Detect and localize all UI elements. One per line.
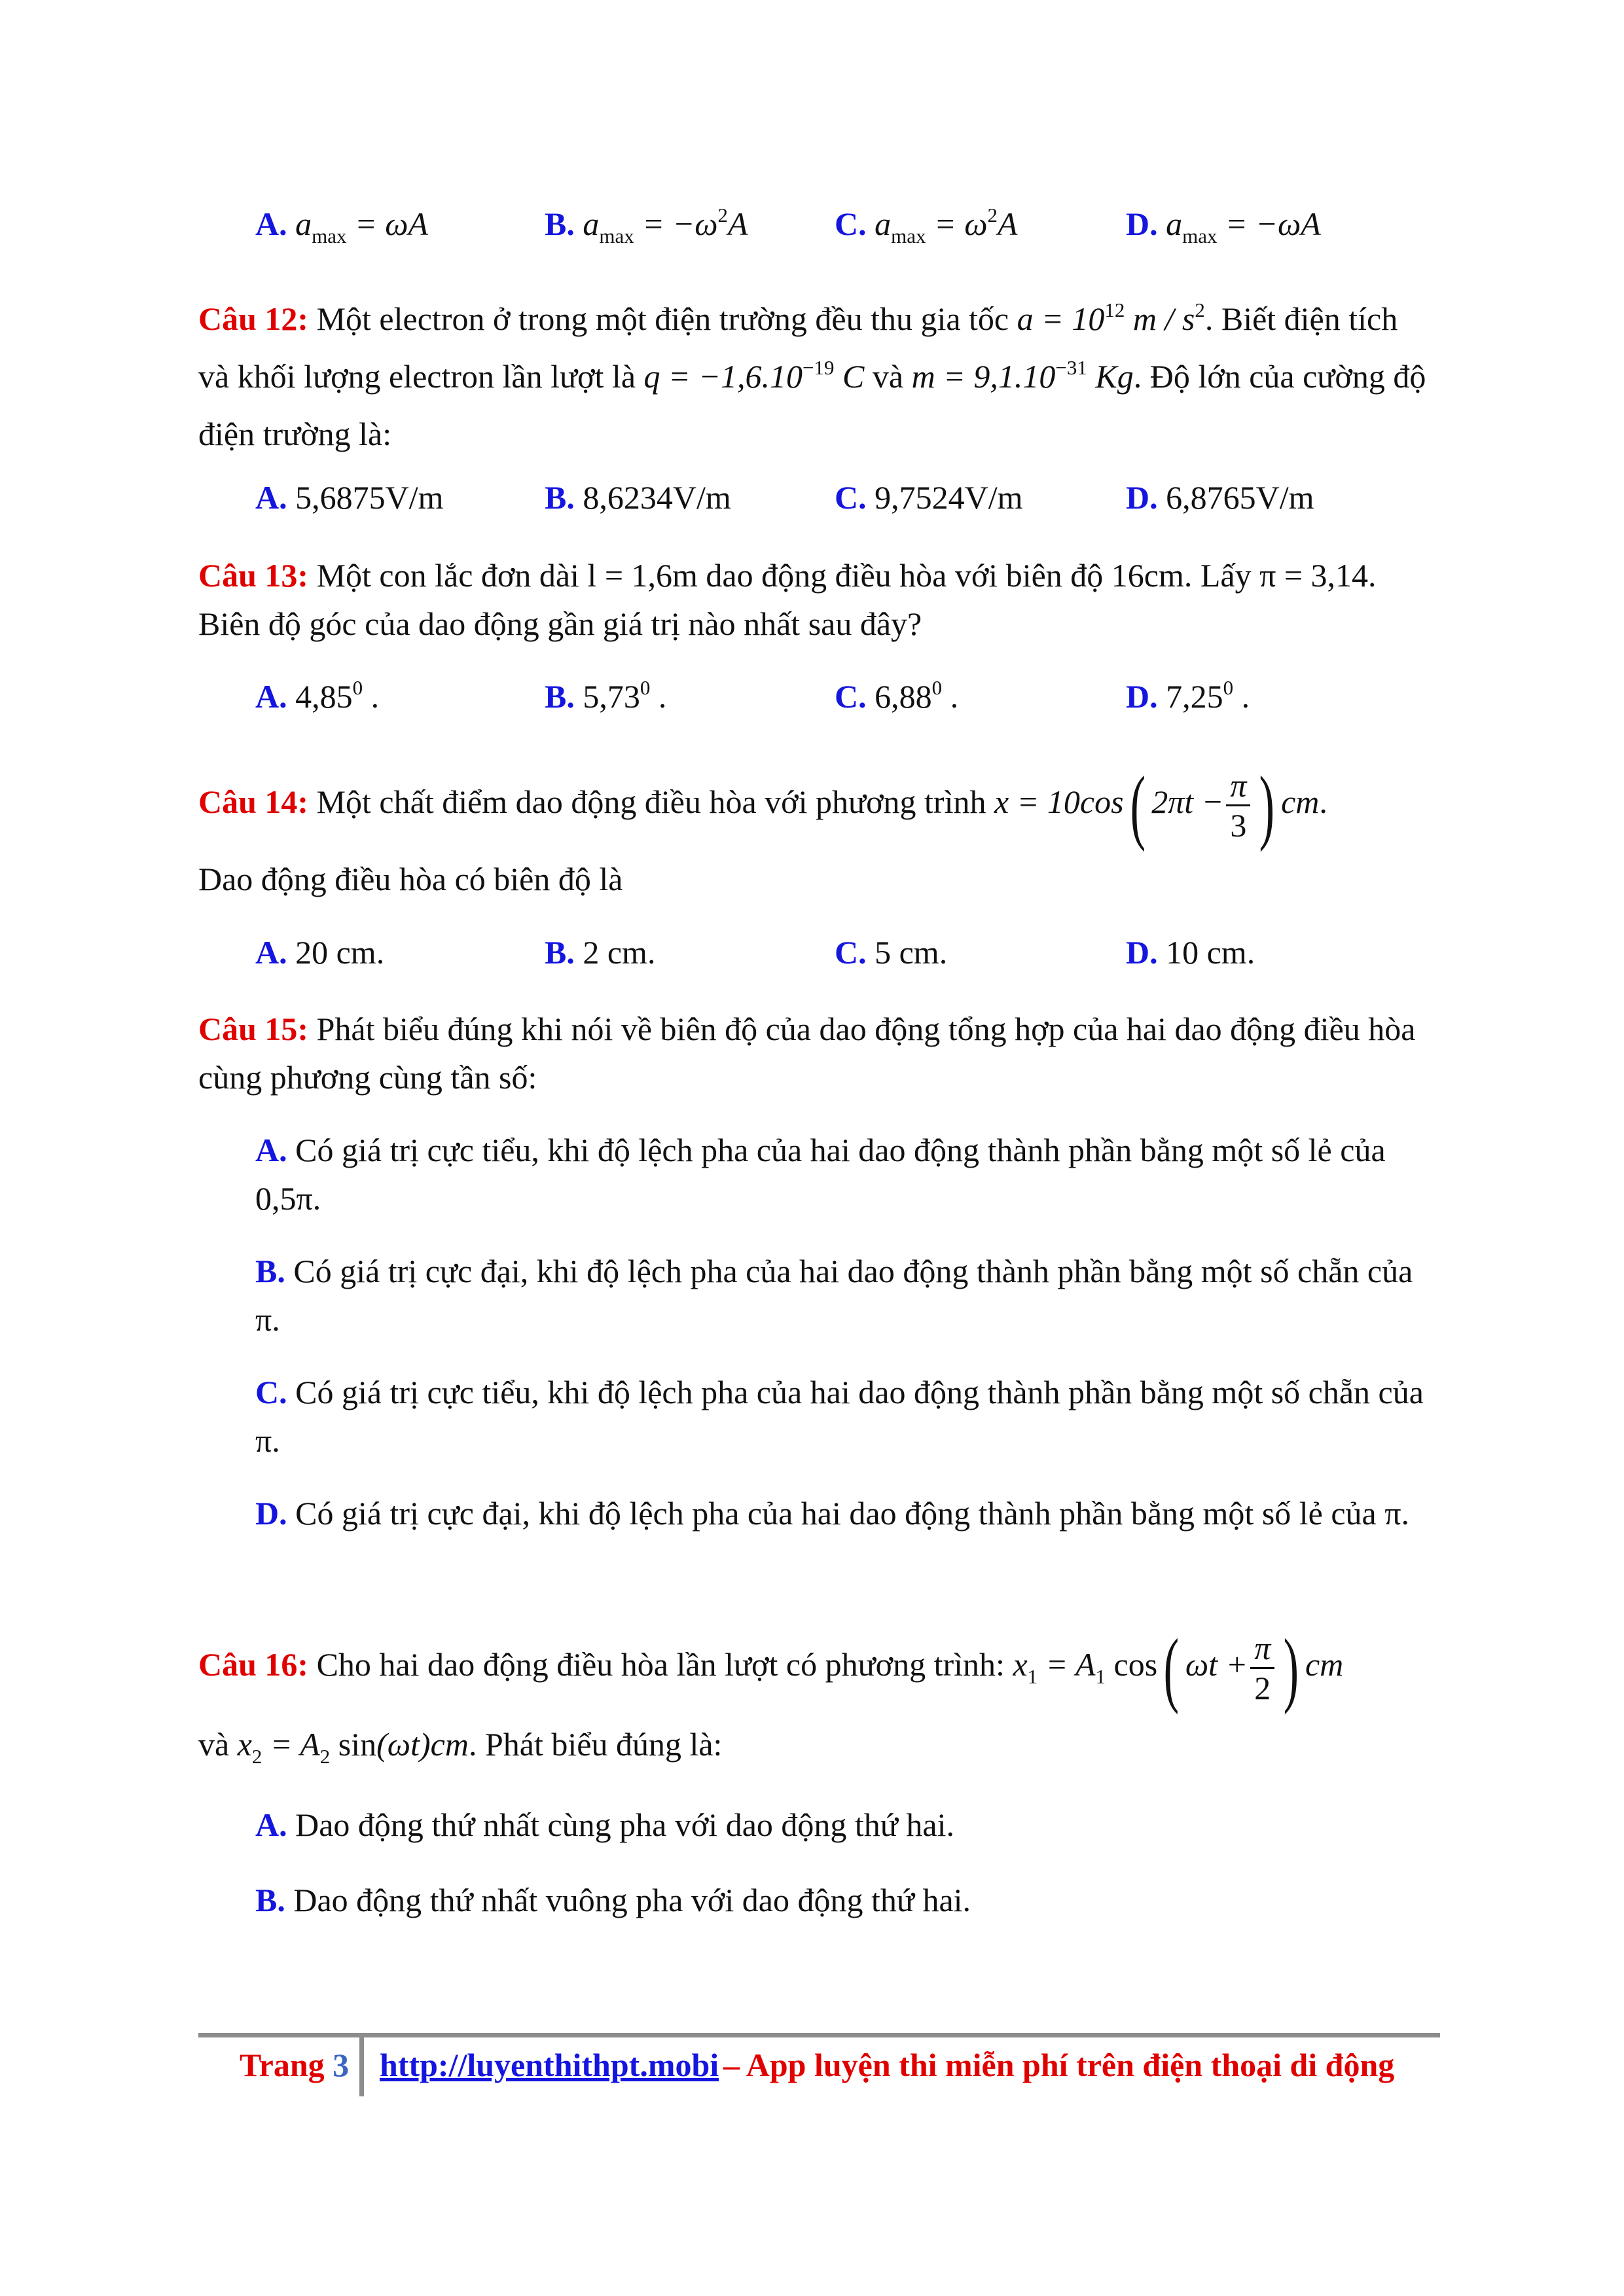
question-label: Câu 14: [198,783,309,820]
question-16: Câu 16: Cho hai dao động điều hòa lần lượt có phương trình: $x_1 = A_1$ cos( ωt + $\frac{\pi}{2}$ ) cm [198,1621,1344,1715]
q15-option-c: C. Có giá trị cực tiểu, khi độ lệch pha của hai dao động thành phần bằng một số chẵn của π. [255,1374,1424,1459]
q12-option-d: D. 6,8765V/m [1126,479,1314,516]
option-label: C. [835,206,867,242]
q12-option-a: A. 5,6875V/m [255,479,444,516]
question-13: Câu 13: Một con lắc đơn dài l = 1,6m dao động điều hòa với biên độ 16cm. Lấy π = 3,14. Biên độ góc của dao động gần giá trị nào nhất sau đây? [198,557,1377,642]
q15-option-d: D. Có giá trị cực đại, khi độ lệch pha của hai dao động thành phần bằng một số lẻ của π. [255,1495,1409,1532]
option-label: A. [255,206,287,242]
question-label: Câu 12: [198,300,309,337]
page-number: Trang 3 [240,2047,350,2083]
question-label: Câu 13: [198,557,309,594]
equation: x = 10cos( 2πt − $\frac{\pi}{3}$ ) cm [994,759,1320,852]
q11-option-a: A. $a_{max} = \omega A$ [255,206,429,247]
q11-option-d: D. $a_{max} = -\omega A$ [1126,206,1321,247]
q15-option-b: B. Có giá trị cực đại, khi độ lệch pha của hai dao động thành phần bằng một số chẵn của π. [255,1253,1413,1338]
q16-option-a: A. Dao động thứ nhất cùng pha với dao động thứ hai. [255,1806,954,1843]
website-link[interactable]: http://luyenthithpt.mobi [380,2047,719,2083]
option-label: D. [1126,206,1158,242]
q13-option-a: A. 4,85$^0$ . [255,676,380,715]
footer-separator [359,2036,364,2096]
option-label: B. [545,206,575,242]
q12-option-c: C. 9,7524V/m [835,479,1023,516]
q11-option-b: B. $a_{max} = -\omega^2A$ [545,204,748,247]
q14-option-b: B. 2 cm. [545,934,656,971]
q16-option-b: B. Dao động thứ nhất vuông pha với dao động thứ hai. [255,1882,971,1918]
question-label: Câu 16: [198,1646,309,1683]
question-15: Câu 15: Phát biểu đúng khi nói về biên độ của dao động tổng hợp của hai dao động điều hòa cùng phương cùng tần số: [198,1011,1416,1096]
equation-1: $x_1 = A_1$ cos( ωt + $\frac{\pi}{2}$ ) cm [1013,1621,1344,1715]
q13-option-c: C. 6,88$^0$ . [835,676,959,715]
question-16-continuation: và $x_2 = A_2$ sin(ωt)cm. Phát biểu đúng là: [198,1726,723,1768]
question-12: Câu 12: Một electron ở trong một điện trường đều thu gia tốc $a = 10^{12}$ m / $s^2$. Biết điện tích và khối lượng electron lần lượt là $q = -1,6.10^{-19}$ C và $m = 9,1.10^{-31}$ Kg. Độ lớn của cường độ điện trường là: [198,298,1426,452]
question-14: Câu 14: Một chất điểm dao động điều hòa với phương trình x = 10cos( 2πt − $\frac{\pi}{3}$ ) cm. [198,759,1327,852]
q15-option-a: A. Có giá trị cực tiểu, khi độ lệch pha của hai dao động thành phần bằng một số lẻ của 0,5π. [255,1132,1386,1217]
q11-option-c: C. $a_{max} = \omega^2A$ [835,204,1018,247]
q14-option-d: D. 10 cm. [1126,934,1255,971]
q14-option-a: A. 20 cm. [255,934,385,971]
q12-option-b: B. 8,6234V/m [545,479,731,516]
q14-option-c: C. 5 cm. [835,934,948,971]
footer-tagline: – App luyện thi miễn phí trên điện thoại di động [723,2047,1395,2083]
equation-2: $x_2 = A_2$ sin(ωt)cm [237,1726,469,1768]
question-label: Câu 15: [198,1011,309,1047]
footer-divider [198,2033,1440,2037]
question-14-continuation: Dao động điều hòa có biên độ là [198,861,623,897]
q13-option-d: D. 7,25$^0$ . [1126,676,1250,715]
q13-option-b: B. 5,73$^0$ . [545,676,667,715]
